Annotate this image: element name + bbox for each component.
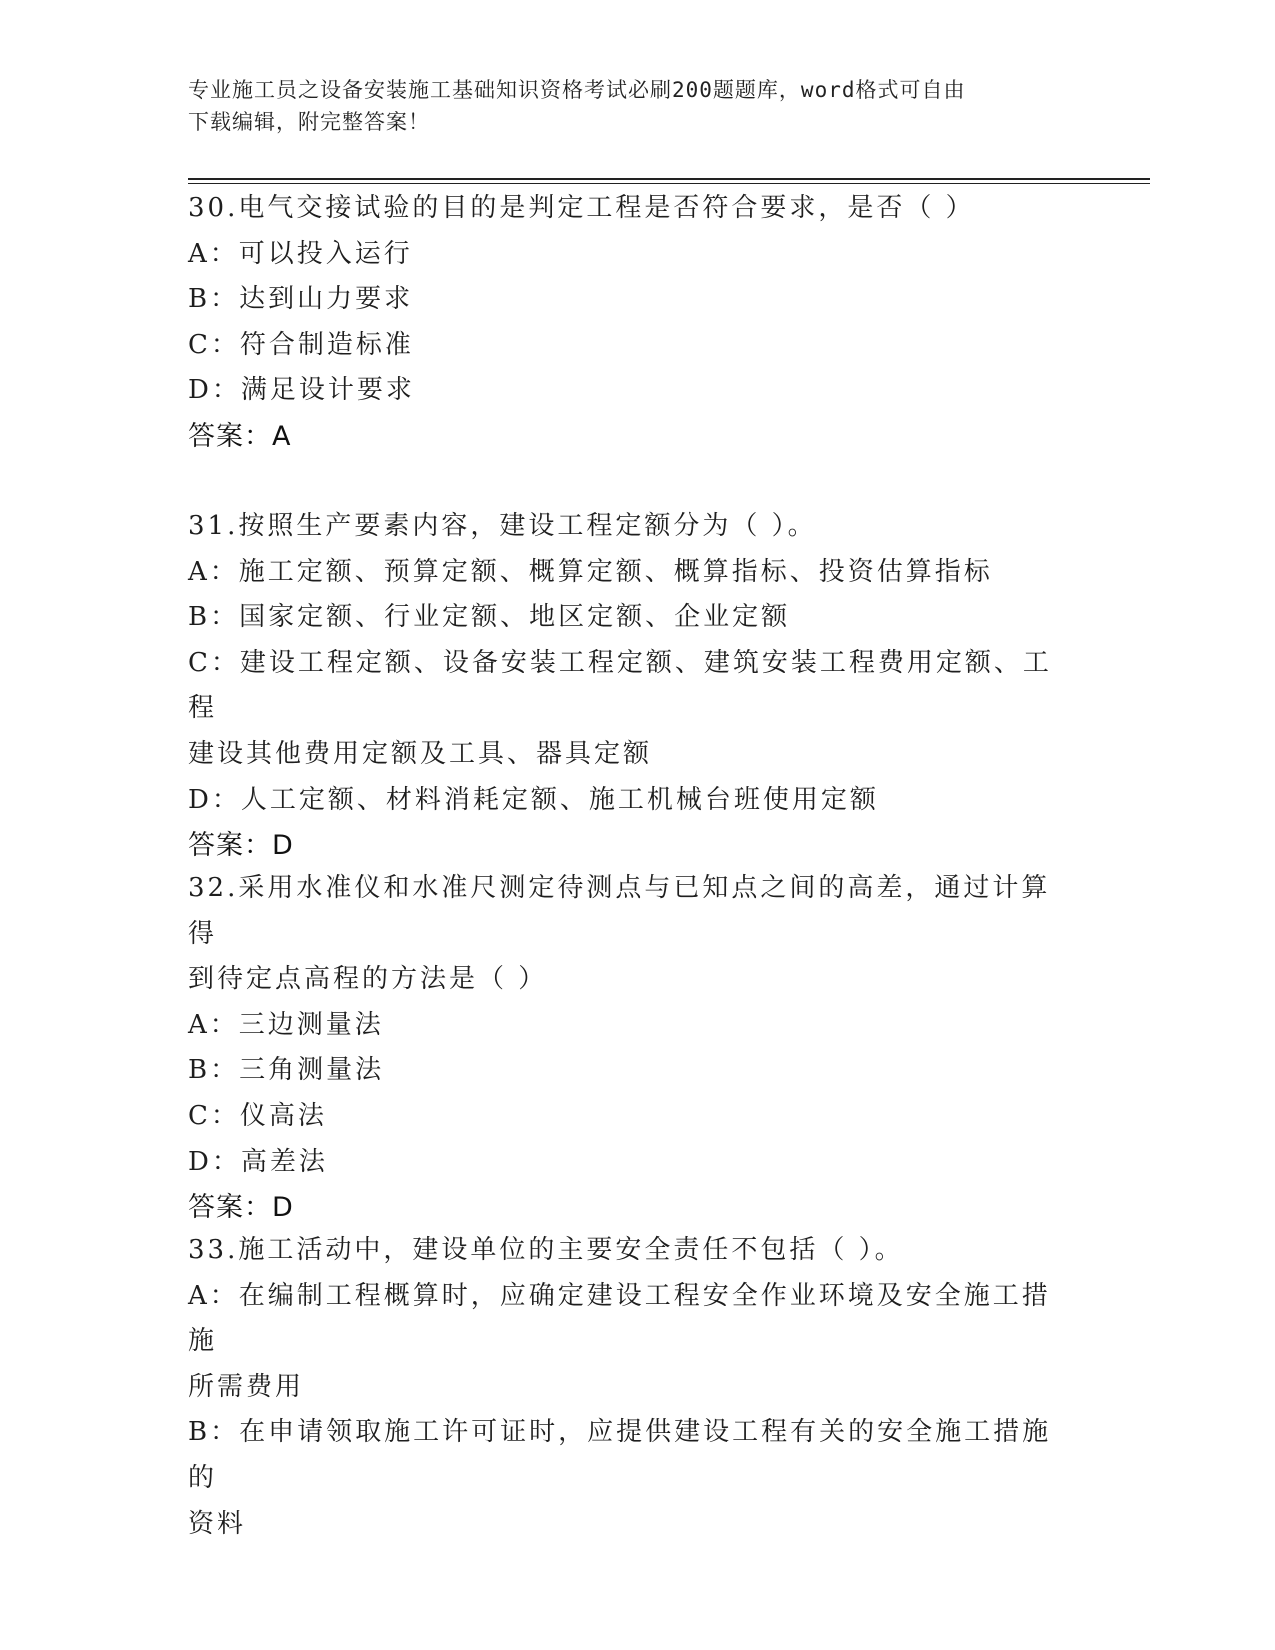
option-d: D：满足设计要求 — [188, 375, 415, 406]
option-a: A：在编制工程概算时，应确定建设工程安全作业环境及安全施工措施 — [188, 1280, 1051, 1357]
option-c-continued: 建设其他费用定额及工具、器具定额 — [188, 738, 653, 769]
question-stem: 33.施工活动中，建设单位的主要安全责任不包括（ ）。 — [188, 1235, 904, 1265]
question-stem: 31.按照生产要素内容，建设工程定额分为（ ）。 — [188, 511, 817, 541]
option-c: C：仪高法 — [188, 1100, 327, 1131]
header-line-1: 专业施工员之设备安装施工基础知识资格考试必刷200题题库，word格式可自由 — [188, 78, 966, 102]
question-32 — [188, 866, 1068, 1231]
option-a: A：三边测量法 — [188, 1009, 384, 1040]
option-a: A：可以投入运行 — [188, 238, 413, 269]
answer-line: 答案：D — [188, 830, 294, 862]
option-b: B：国家定额、行业定额、地区定额、企业定额 — [188, 602, 791, 633]
option-a-continued: 所需费用 — [188, 1371, 305, 1402]
option-b-continued: 资料 — [188, 1508, 247, 1539]
question-30 — [188, 186, 1068, 460]
question-stem: 32.采用水准仪和水准尺测定待测点与已知点之间的高差，通过计算得 — [188, 873, 1051, 949]
answer-line: 答案：D — [188, 1192, 294, 1224]
question-stem: 30.电气交接试验的目的是判定工程是否符合要求，是否（ ） — [188, 193, 975, 223]
option-b: B：达到山力要求 — [188, 284, 414, 315]
option-d: D：人工定额、材料消耗定额、施工机械台班使用定额 — [188, 784, 879, 815]
document-header — [188, 74, 1068, 138]
header-divider-thin — [188, 183, 1150, 184]
header-line-2: 下载编辑，附完整答案！ — [188, 110, 430, 134]
option-c: C：建设工程定额、设备安装工程定额、建筑安装工程费用定额、工程 — [188, 647, 1052, 724]
option-a: A：施工定额、预算定额、概算定额、概算指标、投资估算指标 — [188, 556, 993, 587]
option-d: D：高差法 — [188, 1146, 328, 1177]
question-stem-continued: 到待定点高程的方法是（ ） — [188, 964, 548, 995]
header-divider — [188, 178, 1150, 180]
option-c: C：符合制造标准 — [188, 329, 414, 360]
answer-line: 答案：A — [188, 420, 292, 452]
question-31 — [188, 504, 1068, 869]
option-b: B：三角测量法 — [188, 1055, 385, 1086]
question-33 — [188, 1228, 1068, 1547]
option-b: B：在申请领取施工许可证时，应提供建设工程有关的安全施工措施的 — [188, 1417, 1052, 1493]
